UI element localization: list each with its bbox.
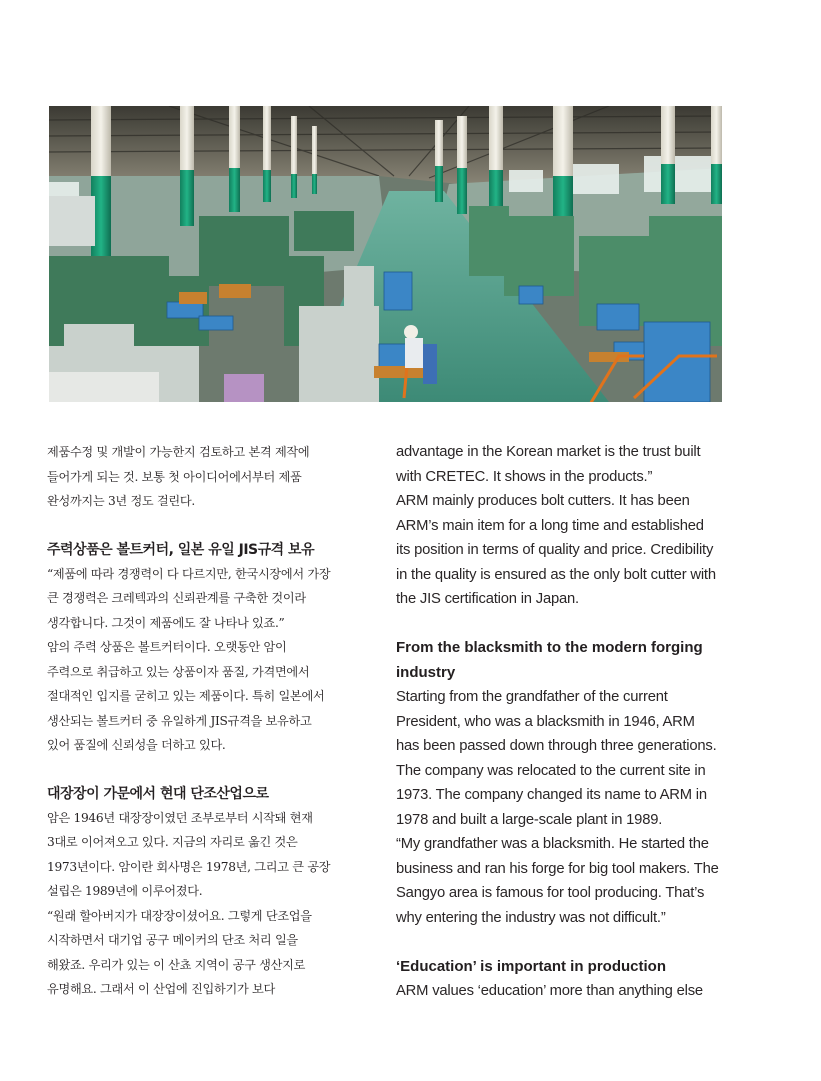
korean-paragraph-2: “제품에 따라 경쟁력이 다 다르지만, 한국시장에서 가장 큰 경쟁력은 크레텍과의 신뢰관계를 구축한 것이라 생각합니다. 그것이 제품에도 잘 나타나 있죠.” 암의 주력 상품은 볼트커터이다. 오랫동안 암이 주력으로 취급하고 있는 상품이자 품질, 가격면에서 절대적인 입지를 굳히고 있는 제품이다. 특히 일본에서 생산되는 볼트커터 중 유일하게 JIS규격을 보유하고 있어 품질에 신뢰성을 더하고 있다. <box>47 566 331 752</box>
korean-paragraph-1: 제품수정 및 개발이 가능한지 검토하고 본격 제작에 들어가게 되는 것. 보통 첫 아이디어에서부터 제품 완성까지는 3년 정도 걸린다. <box>47 445 310 508</box>
english-paragraph-3: ARM values ‘education’ more than anything else <box>396 983 703 999</box>
korean-column <box>47 440 373 1002</box>
korean-heading-bolt-cutter: 주력상품은 볼트커터, 일본 유일 JIS규격 보유 <box>47 541 315 558</box>
korean-paragraph-3: 암은 1946년 대장장이였던 조부로부터 시작돼 현재 3대로 이어져오고 있다. 지금의 자리로 옮긴 것은 1973년이다. 암이란 회사명은 1978년, 그리고 큰 공장 설립은 1989년에 이루어졌다. “원래 할아버지가 대장장이셨어요. 그렇게 단조업을 시작하면서 대기업 공구 메이커의 단조 처리 일을 해왔죠. 우리가 있는 이 산쵸 지역이 공구 생산지로 유명해요. 그래서 이 산업에 진입하기가 보다 <box>47 810 331 996</box>
english-heading-education: ‘Education’ is important in production <box>396 957 666 975</box>
english-heading-blacksmith: From the blacksmith to the modern forging industry <box>396 639 703 681</box>
korean-heading-blacksmith: 대장장이 가문에서 현대 단조산업으로 <box>47 785 269 802</box>
english-paragraph-1: advantage in the Korean market is the trust built with CRETEC. It shows in the products.” ARM mainly produces bolt cutters. It has been ARM’s main item for a long time and established its position in terms of quality and price. Credibility in the quality is ensured as the only bolt cutter with the JIS certification in Japan. <box>396 444 716 607</box>
english-column <box>396 440 726 1004</box>
factory-floor-photo <box>49 106 722 402</box>
english-paragraph-2: Starting from the grandfather of the current President, who was a blacksmith in 1946, ARM has been passed down through three generations. The company was relocated to the current site in 1973. The company changed its name to ARM in 1978 and built a large-scale plant in 1989. “My grandfather was a blacksmith. He started the business and ran his forge for big tool makers. The Sangyo area is famous for tool producing. That’s why entering the industry was not difficult.” <box>396 689 719 926</box>
